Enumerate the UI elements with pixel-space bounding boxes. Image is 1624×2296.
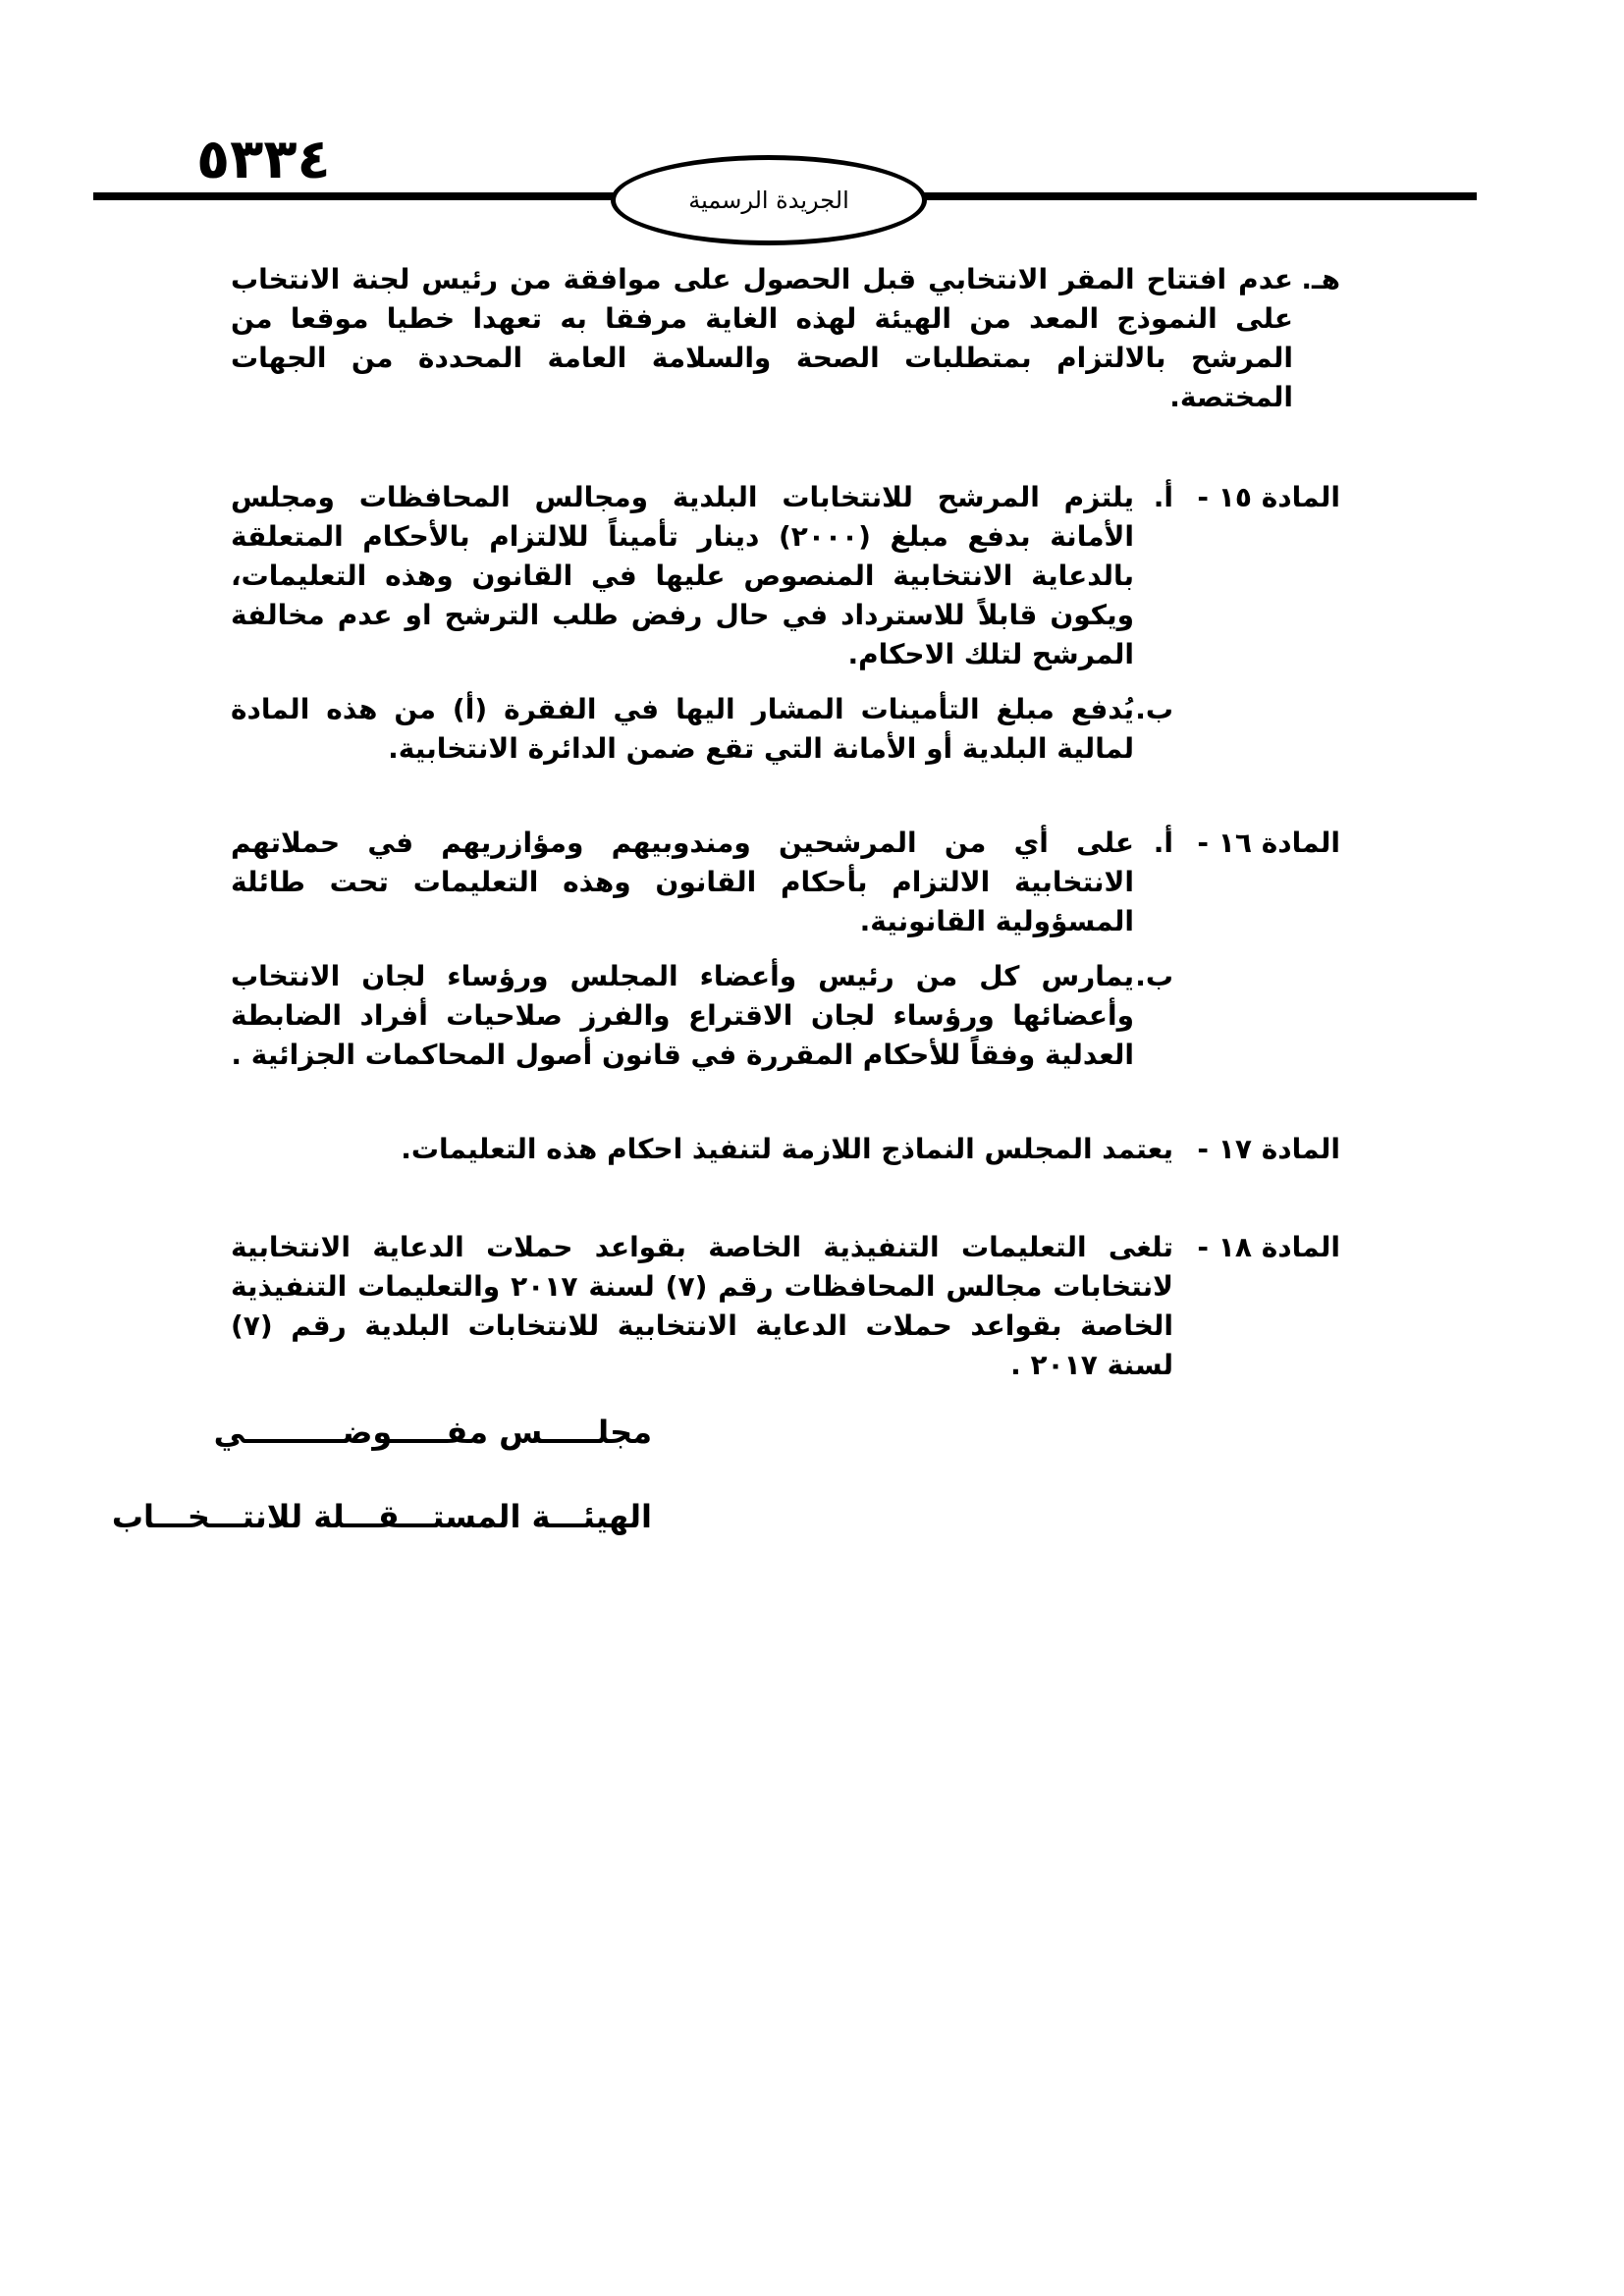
article-15 (231, 478, 1340, 769)
article-15-b (231, 690, 1340, 769)
article-15-a-label: أ. (1153, 481, 1173, 513)
article-16-b (231, 957, 1340, 1075)
clause-h-text: عدم افتتاح المقر الانتخابي قبل الحصول على موافقة من رئيس لجنة الانتخاب على النموذج المعد من الهيئة لهذه الغاية مرفقا به تعهدا خطيا موقعا من المرشح بالالتزام بمتطلبات الصحة والسلامة العامة المحددة من الجهات المختصة. (231, 263, 1293, 413)
clause-h-label: هـ. (1301, 263, 1340, 295)
gazette-title: الجريدة الرسمية (688, 187, 849, 214)
article-15-a (231, 478, 1340, 674)
article-15-label: المادة ١٥ - (1197, 481, 1340, 513)
article-18-text: تلغى التعليمات التنفيذية الخاصة بقواعد حملات الدعاية الانتخابية لانتخابات مجالس المحافظات رقم (٧) لسنة ٢٠١٧ والتعليمات التنفيذية الخاصة بقواعد حملات الدعاية الانتخابية للانتخابات البلدية رقم (٧) لسنة ٢٠١٧ . (231, 1231, 1174, 1381)
signature-line-2: الهيئـــة المستـــقـــلة للانتـــخـــاب (111, 1498, 652, 1535)
article-18-label: المادة ١٨ - (1197, 1231, 1340, 1263)
article-15-a-text: يلتزم المرشح للانتخابات البلدية ومجالس المحافظات ومجلس الأمانة بدفع مبلغ (٢٠٠٠) دينار تأميناً للالتزام بالأحكام المتعلقة بالدعاية الانتخابية المنصوص عليها في القانون وهذه التعليمات، ويكون قابلاً للاسترداد في حال رفض طلب الترشح او عدم مخالفة المرشح لتلك الاحكام. (231, 481, 1134, 670)
article-15-b-indent (1173, 690, 1340, 769)
document-body (231, 260, 1340, 1385)
article-16-label: المادة ١٦ - (1197, 827, 1340, 859)
article-16 (231, 824, 1340, 1075)
article-16-a-label: أ. (1153, 827, 1173, 859)
article-16-a-text: على أي من المرشحين ومندوبيهم ومؤازريهم في حملاتهم الانتخابية الالتزام بأحكام القانون وهذه التعليمات تحت طائلة المسؤولية القانونية. (231, 827, 1134, 937)
gazette-title-oval (611, 155, 927, 245)
article-16-b-indent (1173, 957, 1340, 1075)
article-17-text: يعتمد المجلس النماذج اللازمة لتنفيذ احكام هذه التعليمات. (401, 1133, 1173, 1165)
article-15-b-label: ب. (1135, 693, 1173, 725)
article-18 (231, 1228, 1340, 1385)
article-16-b-text: يمارس كل من رئيس وأعضاء المجلس ورؤساء لجان الانتخاب وأعضائها ورؤساء لجان الاقتراع والفرز صلاحيات أفراد الضابطة العدلية وفقاً للأحكام المقررة في قانون أصول المحاكمات الجزائية . (231, 960, 1134, 1071)
page-number: ٥٣٣٤ (196, 128, 331, 191)
article-15-b-text: يُدفع مبلغ التأمينات المشار اليها في الفقرة (أ) من هذه المادة لمالية البلدية أو الأمانة التي تقع ضمن الدائرة الانتخابية. (231, 693, 1134, 765)
article-17 (231, 1130, 1340, 1169)
clause-h (231, 260, 1340, 417)
article-17-label: المادة ١٧ - (1197, 1133, 1340, 1165)
article-16-b-label: ب. (1135, 960, 1173, 992)
article-16-a (231, 824, 1340, 941)
signature-block (112, 1414, 652, 1582)
signature-line-1: مجلـــــس مفـــــوضـــــــــي (213, 1414, 652, 1451)
